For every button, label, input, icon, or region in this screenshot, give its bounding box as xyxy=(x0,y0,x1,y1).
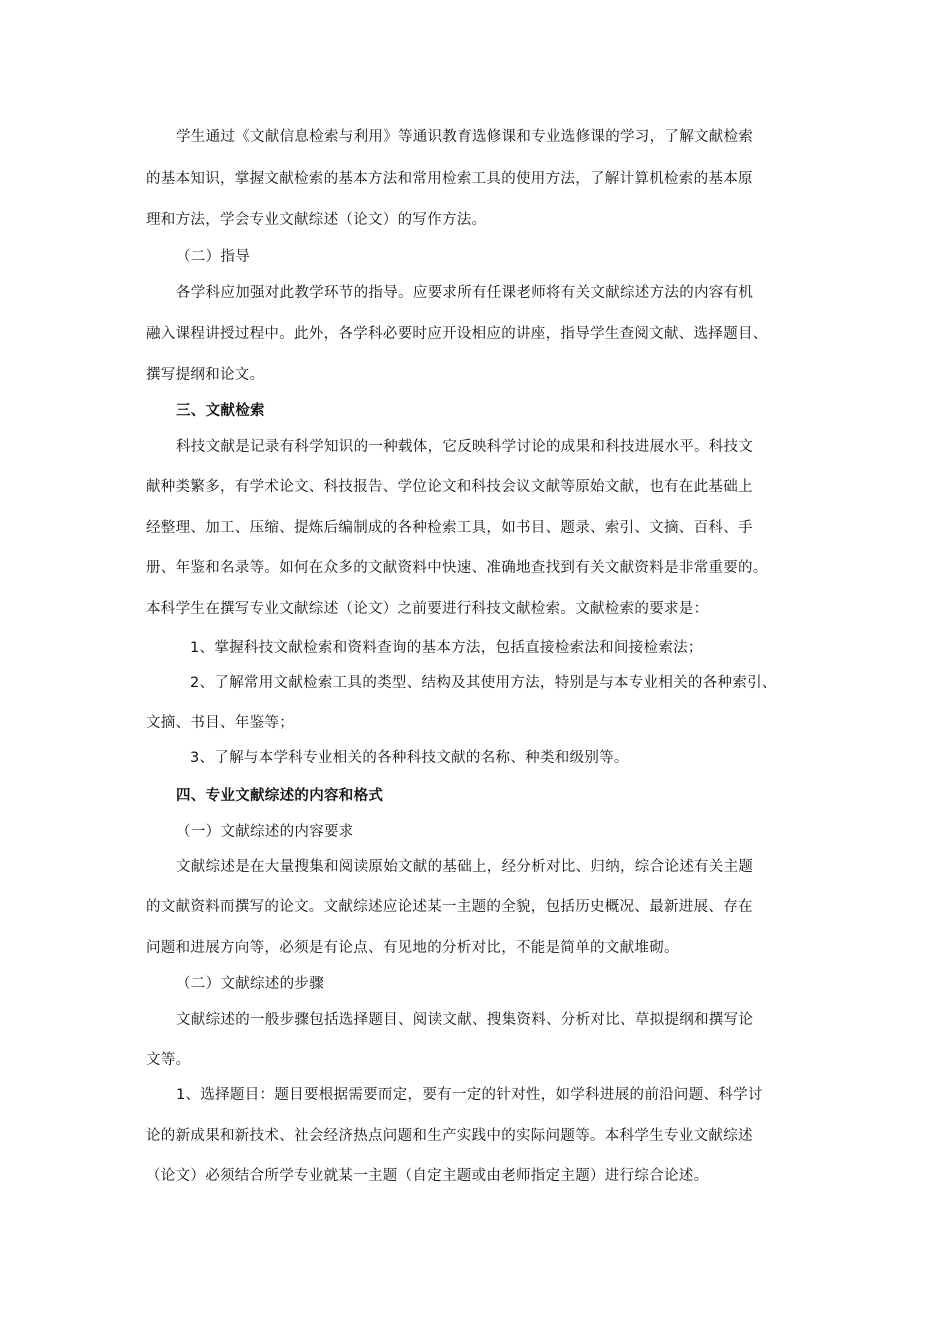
section-heading: （一）文献综述的内容要求 xyxy=(176,824,354,840)
paragraph-line: 文献综述是在大量搜集和阅读原始文献的基础上，经分析对比、归纳，综合论述有关主题 xyxy=(176,859,754,875)
paragraph-line: 科技文献是记录有科学知识的一种载体，它反映科学讨论的成果和科技进展水平。科技文 xyxy=(176,439,754,455)
paragraph-line: 文摘、书目、年鉴等； xyxy=(146,715,294,731)
section-heading: 四、专业文献综述的内容和格式 xyxy=(176,788,384,804)
section-heading: （二）文献综述的步骤 xyxy=(176,976,324,992)
paragraph-line: 理和方法，学会专业文献综述（论文）的写作方法。 xyxy=(146,212,487,228)
paragraph-line: 融入课程讲授过程中。此外，各学科必要时应开设相应的讲座，指导学生查阅文献、选择题目、 xyxy=(146,326,768,342)
paragraph-line: 献种类繁多，有学术论文、科技报告、学位论文和科技会议文献等原始文献，也有在此基础上 xyxy=(146,479,753,495)
paragraph-line: 册、年鉴和名录等。如何在众多的文献资料中快速、准确地查找到有关文献资料是非常重要的。 xyxy=(146,560,768,576)
paragraph-line: （论文）必须结合所学专业就某一主题（自定主题或由老师指定主题）进行综合论述。 xyxy=(146,1168,709,1184)
section-heading: 三、文献检索 xyxy=(176,403,265,419)
paragraph-line: 文献综述的一般步骤包括选择题目、阅读文献、搜集资料、分析对比、草拟提纲和撰写论 xyxy=(176,1012,754,1028)
list-item: 1、选择题目：题目要根据需要而定，要有一定的针对性，如学科进展的前沿问题、科学讨 xyxy=(176,1087,763,1103)
section-heading: （二）指导 xyxy=(176,249,250,265)
paragraph-line: 论的新成果和新技术、社会经济热点问题和生产实践中的实际问题等。本科学生专业文献综述 xyxy=(146,1128,753,1144)
paragraph-line: 的文献资料而撰写的论文。文献综述应论述某一主题的全貌，包括历史概况、最新进展、存在 xyxy=(146,899,753,915)
paragraph-line: 文等。 xyxy=(146,1052,191,1068)
paragraph-line: 本科学生在撰写专业文献综述（论文）之前要进行科技文献检索。文献检索的要求是： xyxy=(146,601,709,617)
paragraph-line: 撰写提纲和论文。 xyxy=(146,367,265,383)
paragraph-line: 各学科应加强对此教学环节的指导。应要求所有任课老师将有关文献综述方法的内容有机 xyxy=(176,285,754,301)
paragraph-line: 的基本知识，掌握文献检索的基本方法和常用检索工具的使用方法，了解计算机检索的基本原 xyxy=(146,171,753,187)
paragraph-line: 经整理、加工、压缩、提炼后编制成的各种检索工具，如书目、题录、索引、文摘、百科、手 xyxy=(146,520,753,536)
list-item: 2、了解常用文献检索工具的类型、结构及其使用方法，特别是与本专业相关的各种索引、 xyxy=(190,675,777,691)
paragraph-line: 学生通过《文献信息检索与利用》等通识教育选修课和专业选修课的学习，了解文献检索 xyxy=(176,129,754,145)
list-item: 1、掌握科技文献检索和资料查询的基本方法，包括直接检索法和间接检索法； xyxy=(190,640,703,656)
paragraph-line: 问题和进展方向等，必须是有论点、有见地的分析对比，不能是简单的文献堆砌。 xyxy=(146,940,679,956)
list-item: 3、了解与本学科专业相关的各种科技文献的名称、种类和级别等。 xyxy=(190,750,629,766)
